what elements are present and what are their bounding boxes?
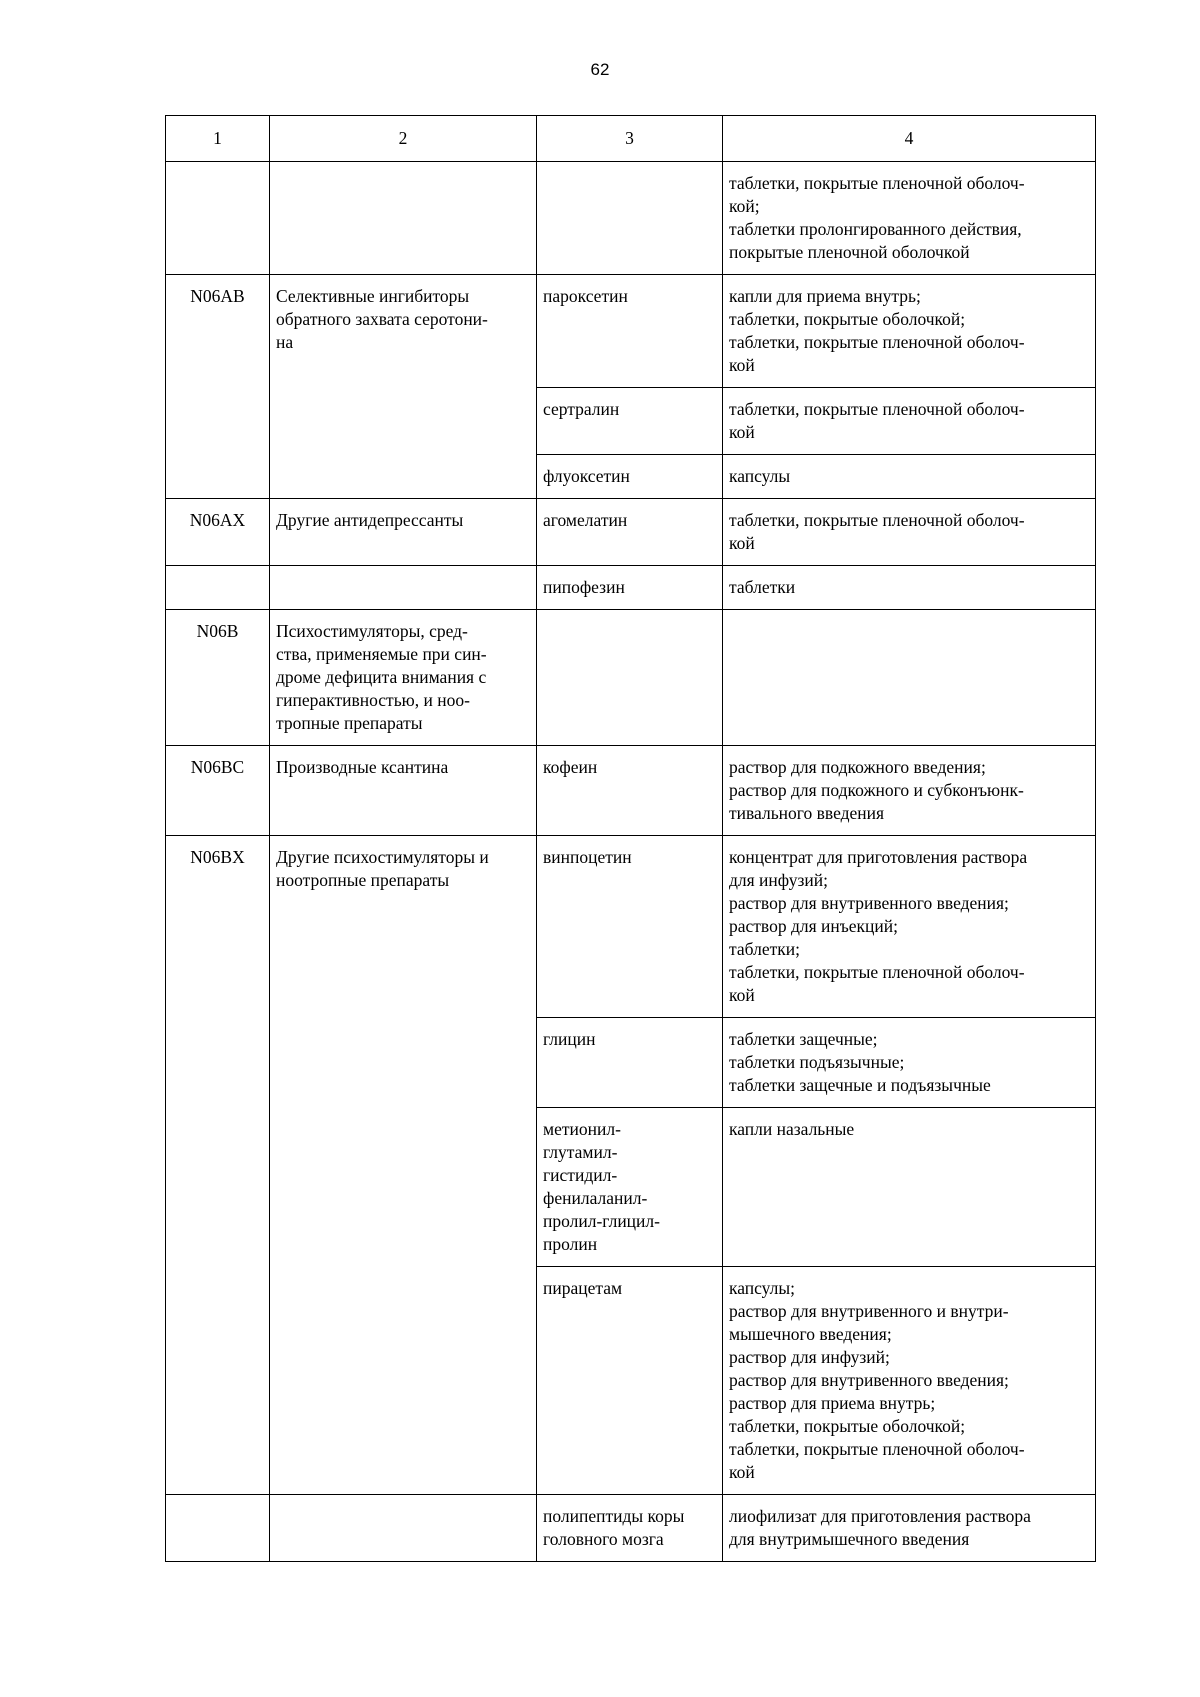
group-name-cell [270, 566, 537, 610]
atc-code-cell [166, 1495, 270, 1562]
group-name-cell: Производные ксантина [270, 746, 537, 836]
table-row [166, 1495, 1096, 1562]
dosage-forms-cell: капли для приема внутрь; таблетки, покрытые оболочкой; таблетки, покрытые пленочной оболоч- кой [723, 275, 1096, 388]
atc-code-cell: N06AX [166, 499, 270, 566]
drug-name-cell [537, 162, 723, 275]
dosage-forms-cell: концентрат для приготовления раствора для инфузий; раствор для внутривенного введения; раствор для инъекций; таблетки; таблетки, покрытые пленочной оболоч- кой [723, 836, 1096, 1018]
atc-code-cell [166, 162, 270, 275]
group-name-cell: Другие антидепрессанты [270, 499, 537, 566]
drug-name-cell: метионил- глутамил- гистидил- фенилаланил- пролил-глицил- пролин [537, 1108, 723, 1267]
column-header-4: 4 [723, 116, 1096, 162]
group-name-cell [270, 1495, 537, 1562]
table-row [166, 836, 1096, 1018]
atc-code-cell: N06BC [166, 746, 270, 836]
atc-code-cell: N06AB [166, 275, 270, 499]
drug-name-cell: пароксетин [537, 275, 723, 388]
group-name-cell [270, 162, 537, 275]
dosage-forms-cell: лиофилизат для приготовления раствора для внутримышечного введения [723, 1495, 1096, 1562]
table-row [166, 275, 1096, 388]
atc-code-cell: N06B [166, 610, 270, 746]
drug-name-cell: пипофезин [537, 566, 723, 610]
drug-name-cell: винпоцетин [537, 836, 723, 1018]
atc-code-cell [166, 566, 270, 610]
drug-name-cell: агомелатин [537, 499, 723, 566]
drug-name-cell: глицин [537, 1018, 723, 1108]
drug-name-cell: сертралин [537, 388, 723, 455]
column-header-1: 1 [166, 116, 270, 162]
dosage-forms-cell: капсулы [723, 455, 1096, 499]
column-header-2: 2 [270, 116, 537, 162]
table-row [166, 746, 1096, 836]
group-name-cell: Селективные ингибиторы обратного захвата серотони- на [270, 275, 537, 499]
atc-code-cell: N06BX [166, 836, 270, 1495]
dosage-forms-cell: таблетки, покрытые пленочной оболоч- кой [723, 388, 1096, 455]
table-row [166, 499, 1096, 566]
page-number: 62 [590, 60, 610, 79]
group-name-cell: Психостимуляторы, сред- ства, применяемые при син- дроме дефицита внимания с гиперактивностью, и ноо- тропные препараты [270, 610, 537, 746]
dosage-forms-cell: таблетки, покрытые пленочной оболоч- кой; таблетки пролонгированного действия, покрытые пленочной оболочкой [723, 162, 1096, 275]
dosage-forms-cell [723, 610, 1096, 746]
dosage-forms-cell: раствор для подкожного введения; раствор для подкожного и субконъюнк- тивального введения [723, 746, 1096, 836]
drug-name-cell: кофеин [537, 746, 723, 836]
dosage-forms-cell: таблетки, покрытые пленочной оболоч- кой [723, 499, 1096, 566]
header-row [166, 116, 1096, 162]
dosage-forms-cell: таблетки [723, 566, 1096, 610]
column-header-3: 3 [537, 116, 723, 162]
group-name-cell: Другие психостимуляторы и ноотропные препараты [270, 836, 537, 1495]
dosage-forms-cell: таблетки защечные; таблетки подъязычные; таблетки защечные и подъязычные [723, 1018, 1096, 1108]
drug-name-cell: пирацетам [537, 1267, 723, 1495]
dosage-forms-cell: капсулы; раствор для внутривенного и внутри- мышечного введения; раствор для инфузий; раствор для внутривенного введения; раствор для приема внутрь; таблетки, покрытые оболочкой; таблетки, покрытые пленочной оболоч- кой [723, 1267, 1096, 1495]
drug-table [165, 115, 1096, 1562]
drug-name-cell: полипептиды коры головного мозга [537, 1495, 723, 1562]
table-row [166, 566, 1096, 610]
drug-name-cell [537, 610, 723, 746]
dosage-forms-cell: капли назальные [723, 1108, 1096, 1267]
drug-name-cell: флуоксетин [537, 455, 723, 499]
table-row [166, 610, 1096, 746]
table-row [166, 162, 1096, 275]
